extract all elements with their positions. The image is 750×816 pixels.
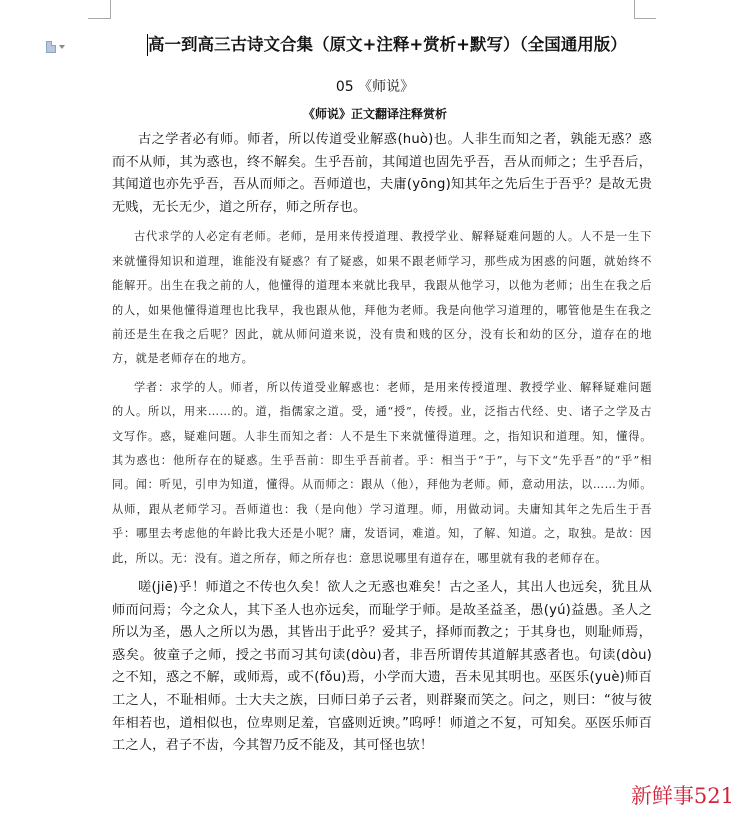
section-heading[interactable]: 05 《师说》 [335, 79, 415, 95]
document-options-icon[interactable] [46, 40, 72, 54]
margin-corner-mark-left-vertical [110, 0, 111, 19]
original-text-paragraph-2[interactable]: 嗟(jiē)乎！师道之不传也久矣！欲人之无惑也难矣！古之圣人，其出人也远矣，犹且从师而问焉；今之众人，其下圣人也亦远矣，而耻学于师。是故圣益圣，愚(yú)益愚。圣人之所以为圣，愚人之所以为愚，其皆出于此乎？爱其子，择师而教之；于其身也，则耻师焉，惑矣。彼童子之师，授之书而习其句读(dòu)者，非吾所谓传其道解其惑者也。句读(dòu)之不知，惑之不解，或师焉，或不(fǒu)焉，小学而大遗，吾未见其明也。巫医乐(yuè)师百工之人，不耻相师。士大夫之族，曰师曰弟子云者，则群聚而笑之。问之，则曰：“彼与彼年相若也，道相似也，位卑则足羞，官盛则近谀。”呜呼！师道之不复，可知矣。巫医乐师百工之人，君子不齿，今其智乃反不能及，其可怪也欤！ [112, 580, 652, 754]
notes-paragraph-1[interactable]: 学者：求学的人。师者，所以传道受业解惑也：老师，是用来传授道理、教授学业、解释疑难问题的人。所以，用来……的。道，指儒家之道。受，通“授”，传授。业，泛指古代经、史、诸子之学及古文写作。惑，疑难问题。人非生而知之者：人不是生下来就懂得道理。之，指知识和道理。知，懂得。其为惑也：他所存在的疑惑。生乎吾前：即生乎吾前者。乎：相当于“于”，与下文“先乎吾”的“乎”相同。闻：听见，引申为知道，懂得。从而师之：跟从（他），拜他为老师。师，意动用法，以……为师。从师，跟从老师学习。吾师道也：我（是向他）学习道理。师，用做动词。夫庸知其年之先后生于吾乎：哪里去考虑他的年龄比我大还是小呢？庸，发语词，难道。知，了解、知道。之，取独。是故：因此，所以。无：没有。道之所存，师之所存也：意思说哪里有道存在，哪里就有我的老师存在。 [112, 380, 652, 565]
margin-corner-mark-right-vertical [634, 0, 635, 19]
section-subtitle[interactable]: 《师说》正文翻译注释赏析 [302, 107, 447, 121]
document-title[interactable]: 高一到高三古诗文合集（原文+注释+赏析+默写）（全国通用版） [148, 35, 627, 54]
margin-corner-mark-right [634, 18, 656, 19]
chevron-down-icon [59, 45, 65, 49]
margin-corner-mark-left [88, 18, 110, 19]
original-text-paragraph-1[interactable]: 古之学者必有师。师者，所以传道受业解惑(huò)也。人非生而知之者，孰能无惑？惑而不从师，其为惑也，终不解矣。生乎吾前，其闻道也固先乎吾，吾从而师之；生乎吾后，其闻道也亦先乎吾，吾从而师之。吾师道也，夫庸(yōng)知其年之先后生于吾乎？是故无贵无贱，无长无少，道之所存，师之所存也。 [112, 132, 652, 215]
page-sheet-icon [46, 41, 56, 53]
translation-paragraph-1[interactable]: 古代求学的人必定有老师。老师，是用来传授道理、教授学业、解释疑难问题的人。人不是一生下来就懂得知识和道理，谁能没有疑惑？有了疑惑，如果不跟老师学习，那些成为困惑的问题，就始终不能解开。出生在我之前的人，他懂得的道理本来就比我早，我跟从他学习，以他为老师；出生在我之后的人，如果他懂得道理也比我早，我也跟从他，拜他为老师。我是向他学习道理的，哪管他是生在我之前还是生在我之后呢？因此，就从师问道来说，没有贵和贱的区分，没有长和幼的区分，道存在的地方，就是老师存在的地方。 [112, 230, 652, 366]
watermark-label: 新鲜事521 [630, 784, 734, 808]
document-body [112, 129, 652, 758]
